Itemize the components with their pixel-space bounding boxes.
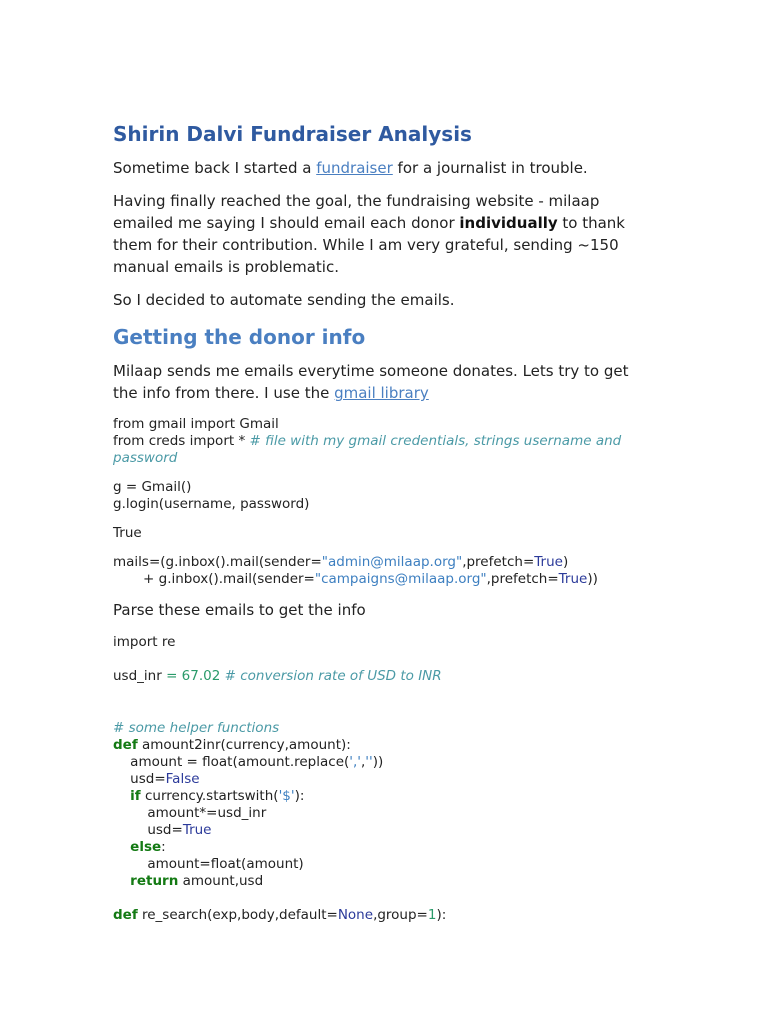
code-token: ):: [436, 907, 447, 923]
code-token: :: [161, 839, 166, 855]
code-line: g = Gmail(): [113, 479, 192, 495]
code-cell-usd-inr: [113, 668, 442, 685]
code-line: g.login(username, password): [113, 496, 310, 512]
code-token: usd=: [113, 822, 183, 838]
code-token: )): [587, 571, 598, 587]
code-line: from creds import *: [113, 433, 250, 449]
section-text: Milaap sends me emails everytime someone donates. Lets try to get the info from there. I use the: [113, 362, 629, 402]
code-string: '$': [278, 788, 295, 804]
section-paragraph: [113, 360, 643, 404]
fundraiser-link[interactable]: fundraiser: [316, 159, 393, 177]
code-token: amount2inr(currency,amount):: [137, 737, 351, 753]
code-token: amount = float(amount.replace(: [113, 754, 350, 770]
code-keyword: def: [113, 907, 138, 923]
code-token: ): [562, 554, 569, 570]
code-operator: =: [166, 668, 182, 684]
section-heading-donor-info: Getting the donor info: [113, 325, 366, 349]
code-cell-imports: [113, 416, 621, 467]
output-true: True: [113, 525, 142, 541]
code-comment: # file with my gmail credentials, strings username and: [249, 433, 622, 449]
code-token: mails=(g.inbox().mail(sender=: [113, 554, 322, 570]
code-token: ,: [361, 754, 366, 770]
code-token: usd_inr: [113, 668, 167, 684]
intro-text: Sometime back I started a: [113, 159, 317, 177]
code-token: + g.inbox().mail(sender=: [113, 571, 315, 587]
code-keyword: return: [130, 873, 179, 889]
code-token: re_search(exp,body,default=: [137, 907, 338, 923]
code-string: ',': [349, 754, 361, 770]
code-keyword: else: [130, 839, 162, 855]
intro-text-2: Having finally reached the goal, the fundraising website - milaap emailed me saying I should email each donor: [113, 192, 600, 232]
emphasis-individually: individually: [459, 214, 558, 232]
code-keyword: def: [113, 737, 138, 753]
intro-text-2-after: to thank them for their contribution. While I am very grateful, sending ~150 manual emails is problematic.: [113, 214, 625, 276]
code-number: 67.02: [181, 668, 221, 684]
code-token: amount*=usd_inr: [113, 805, 267, 821]
code-constant: None: [337, 907, 374, 923]
code-token: ,group=: [373, 907, 428, 923]
code-keyword: if: [130, 788, 141, 804]
code-token: amount,usd: [178, 873, 264, 889]
code-comment: # conversion rate of USD to INR: [224, 668, 442, 684]
code-comment: password: [113, 450, 178, 466]
code-comment: # some helper functions: [113, 720, 280, 736]
code-constant: True: [558, 571, 588, 587]
code-line: from gmail import Gmail: [113, 416, 279, 432]
code-constant: True: [534, 554, 563, 570]
page-title: Shirin Dalvi Fundraiser Analysis: [113, 122, 472, 146]
code-cell-mails: [113, 554, 598, 588]
code-number: 1: [427, 907, 437, 923]
code-token: ,prefetch=: [462, 554, 535, 570]
code-constant: False: [165, 771, 200, 787]
gmail-library-link[interactable]: gmail library: [334, 384, 429, 402]
code-token: amount=float(amount): [113, 856, 304, 872]
intro-paragraph-2: [113, 190, 643, 278]
parse-text: Parse these emails to get the info: [113, 601, 366, 619]
code-cell-login: [113, 479, 309, 513]
code-token: )): [372, 754, 384, 770]
intro-paragraph-1: [113, 157, 588, 179]
code-cell-import-re: import re: [113, 634, 176, 650]
code-token: ,prefetch=: [486, 571, 559, 587]
code-cell-helpers: [113, 720, 446, 924]
code-string: '': [365, 754, 373, 770]
code-string: "campaigns@milaap.org": [314, 571, 487, 587]
intro-text-after: for a journalist in trouble.: [392, 159, 588, 177]
code-token: usd=: [113, 771, 166, 787]
code-constant: True: [182, 822, 212, 838]
intro-paragraph-3: So I decided to automate sending the emails.: [113, 291, 455, 309]
code-string: "admin@milaap.org": [321, 554, 463, 570]
code-token: currency.startswith(: [140, 788, 279, 804]
code-token: ):: [294, 788, 305, 804]
